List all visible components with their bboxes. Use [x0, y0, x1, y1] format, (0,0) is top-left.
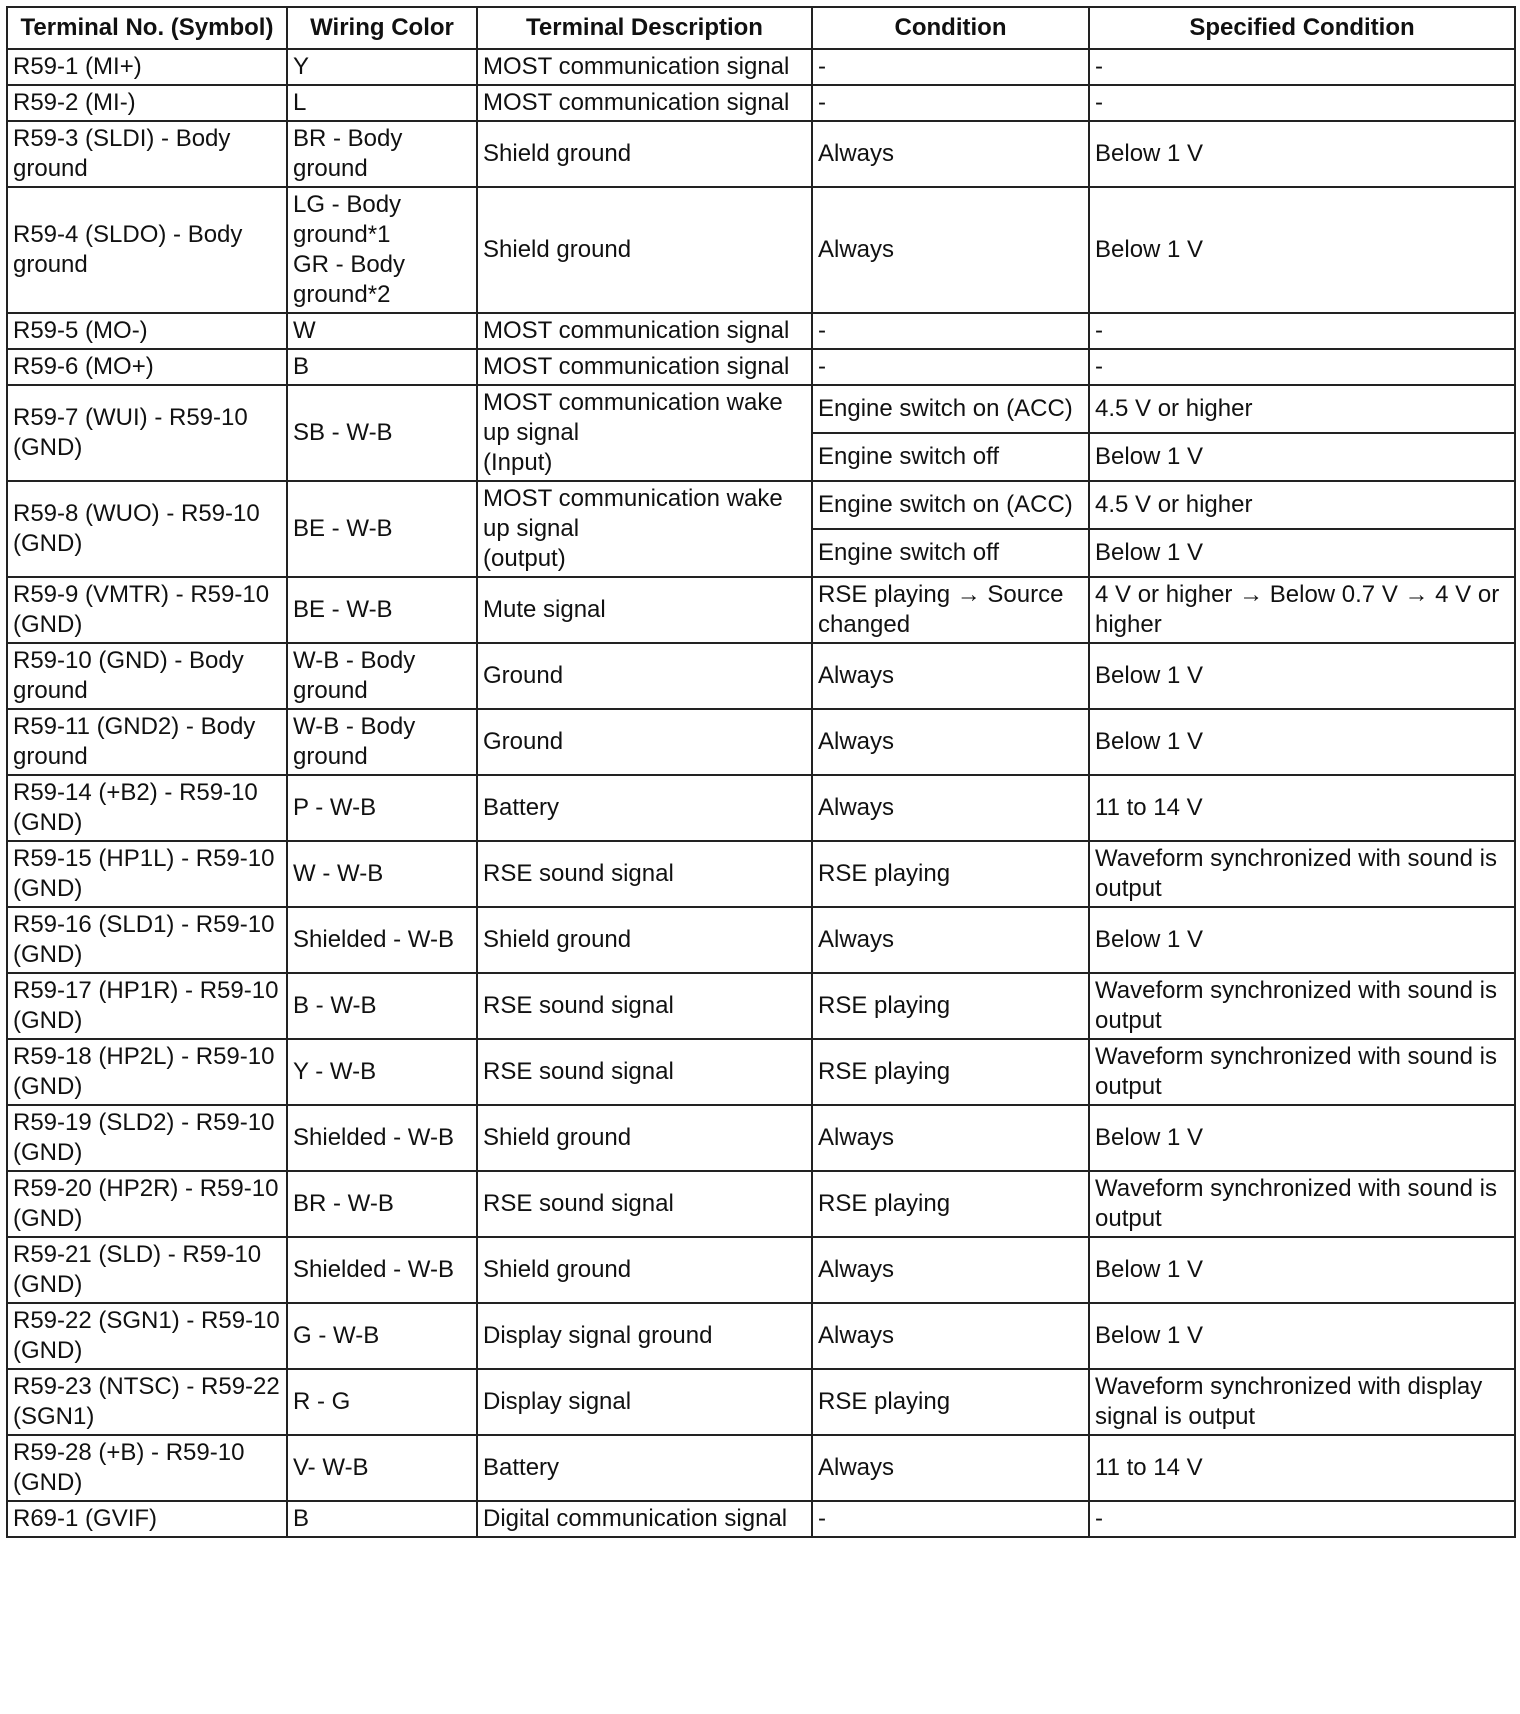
- wiring-color-cell: W - W-B: [287, 841, 477, 907]
- wiring-color-cell: B - W-B: [287, 973, 477, 1039]
- condition-cell: Always: [812, 643, 1089, 709]
- terminal-cell: R59-20 (HP2R) - R59-10 (GND): [7, 1171, 287, 1237]
- wiring-color-cell: W-B - Body ground: [287, 643, 477, 709]
- terminal-cell: R59-5 (MO-): [7, 313, 287, 349]
- terminal-cell: R59-9 (VMTR) - R59-10 (GND): [7, 577, 287, 643]
- specified-condition-cell: 11 to 14 V: [1089, 1435, 1515, 1501]
- terminal-cell: R59-28 (+B) - R59-10 (GND): [7, 1435, 287, 1501]
- condition-cell: Always: [812, 121, 1089, 187]
- wiring-color-cell: R - G: [287, 1369, 477, 1435]
- terminal-description-cell: MOST communication signal: [477, 349, 812, 385]
- specified-condition-cell: Below 1 V: [1089, 121, 1515, 187]
- terminal-cell: R59-23 (NTSC) - R59-22 (SGN1): [7, 1369, 287, 1435]
- condition-cell: Always: [812, 1105, 1089, 1171]
- wiring-color-cell: B: [287, 1501, 477, 1537]
- wiring-color-cell: Y - W-B: [287, 1039, 477, 1105]
- condition-cell: Always: [812, 775, 1089, 841]
- specified-condition-cell: Below 1 V: [1089, 709, 1515, 775]
- table-row: [7, 1237, 1515, 1303]
- table-row: [7, 49, 1515, 85]
- table-row: [7, 1039, 1515, 1105]
- header-specified-condition: Specified Condition: [1089, 7, 1515, 49]
- terminal-cell: R59-2 (MI-): [7, 85, 287, 121]
- terminal-table: [6, 6, 1516, 1538]
- terminal-cell: R59-10 (GND) - Body ground: [7, 643, 287, 709]
- table-row: [7, 1105, 1515, 1171]
- condition-cell: RSE playing: [812, 1039, 1089, 1105]
- specified-condition-cell: 11 to 14 V: [1089, 775, 1515, 841]
- table-row: [7, 973, 1515, 1039]
- terminal-description-cell: Ground: [477, 709, 812, 775]
- specified-condition-cell: Below 1 V: [1089, 1105, 1515, 1171]
- table-row: [7, 1369, 1515, 1435]
- wiring-color-cell: P - W-B: [287, 775, 477, 841]
- terminal-description-cell: Battery: [477, 775, 812, 841]
- terminal-cell: R59-3 (SLDI) - Body ground: [7, 121, 287, 187]
- header-condition: Condition: [812, 7, 1089, 49]
- table-row: [7, 1501, 1515, 1537]
- specified-condition-cell: 4.5 V or higher: [1089, 481, 1515, 529]
- table-row: [7, 85, 1515, 121]
- wiring-color-cell: Shielded - W-B: [287, 1105, 477, 1171]
- terminal-cell: R59-8 (WUO) - R59-10 (GND): [7, 481, 287, 577]
- wiring-color-cell: W-B - Body ground: [287, 709, 477, 775]
- terminal-cell: R59-14 (+B2) - R59-10 (GND): [7, 775, 287, 841]
- table-row: [7, 1303, 1515, 1369]
- specified-condition-cell: Below 1 V: [1089, 433, 1515, 481]
- terminal-cell: R59-4 (SLDO) - Body ground: [7, 187, 287, 313]
- specified-condition-cell: Waveform synchronized with sound is output: [1089, 973, 1515, 1039]
- specified-condition-cell: Waveform synchronized with display signal is output: [1089, 1369, 1515, 1435]
- table-row: [7, 775, 1515, 841]
- wiring-color-cell: LG - Body ground*1 GR - Body ground*2: [287, 187, 477, 313]
- condition-cell: Engine switch on (ACC): [812, 385, 1089, 433]
- table-row: [7, 907, 1515, 973]
- terminal-description-cell: Shield ground: [477, 121, 812, 187]
- wiring-color-cell: BE - W-B: [287, 481, 477, 577]
- condition-cell: RSE playing → Source changed: [812, 577, 1089, 643]
- terminal-cell: R59-17 (HP1R) - R59-10 (GND): [7, 973, 287, 1039]
- condition-cell: RSE playing: [812, 1171, 1089, 1237]
- wiring-color-cell: SB - W-B: [287, 385, 477, 481]
- table-body: [7, 49, 1515, 1537]
- terminal-description-cell: Shield ground: [477, 1237, 812, 1303]
- condition-cell: -: [812, 1501, 1089, 1537]
- table-row: [7, 349, 1515, 385]
- terminal-cell: R59-21 (SLD) - R59-10 (GND): [7, 1237, 287, 1303]
- terminal-table-container: [6, 6, 1514, 1538]
- terminal-cell: R59-11 (GND2) - Body ground: [7, 709, 287, 775]
- specified-condition-cell: Below 1 V: [1089, 643, 1515, 709]
- wiring-color-cell: BR - W-B: [287, 1171, 477, 1237]
- terminal-description-cell: Shield ground: [477, 187, 812, 313]
- table-row: [7, 643, 1515, 709]
- specified-condition-cell: -: [1089, 85, 1515, 121]
- wiring-color-cell: V- W-B: [287, 1435, 477, 1501]
- terminal-description-cell: MOST communication signal: [477, 49, 812, 85]
- wiring-color-cell: BR - Body ground: [287, 121, 477, 187]
- terminal-description-cell: MOST communication signal: [477, 85, 812, 121]
- specified-condition-cell: 4 V or higher → Below 0.7 V → 4 V or higher: [1089, 577, 1515, 643]
- specified-condition-cell: Below 1 V: [1089, 1303, 1515, 1369]
- terminal-description-cell: RSE sound signal: [477, 1039, 812, 1105]
- specified-condition-cell: Below 1 V: [1089, 187, 1515, 313]
- specified-condition-cell: Waveform synchronized with sound is output: [1089, 1171, 1515, 1237]
- terminal-cell: R59-15 (HP1L) - R59-10 (GND): [7, 841, 287, 907]
- condition-cell: Always: [812, 907, 1089, 973]
- terminal-cell: R59-1 (MI+): [7, 49, 287, 85]
- condition-cell: Engine switch off: [812, 529, 1089, 577]
- terminal-cell: R69-1 (GVIF): [7, 1501, 287, 1537]
- table-row: [7, 577, 1515, 643]
- table-row: [7, 709, 1515, 775]
- condition-cell: Engine switch off: [812, 433, 1089, 481]
- wiring-color-cell: Shielded - W-B: [287, 1237, 477, 1303]
- specified-condition-cell: -: [1089, 349, 1515, 385]
- table-header-row: [7, 7, 1515, 49]
- condition-cell: Always: [812, 1435, 1089, 1501]
- specified-condition-cell: Waveform synchronized with sound is output: [1089, 1039, 1515, 1105]
- header-wiring-color: Wiring Color: [287, 7, 477, 49]
- terminal-description-cell: MOST communication wake up signal (Input): [477, 385, 812, 481]
- table-row: [7, 385, 1515, 433]
- terminal-cell: R59-16 (SLD1) - R59-10 (GND): [7, 907, 287, 973]
- condition-cell: Always: [812, 1303, 1089, 1369]
- terminal-cell: R59-6 (MO+): [7, 349, 287, 385]
- condition-cell: -: [812, 349, 1089, 385]
- table-row: [7, 841, 1515, 907]
- terminal-description-cell: RSE sound signal: [477, 841, 812, 907]
- wiring-color-cell: BE - W-B: [287, 577, 477, 643]
- terminal-description-cell: RSE sound signal: [477, 973, 812, 1039]
- table-row: [7, 1171, 1515, 1237]
- specified-condition-cell: Waveform synchronized with sound is output: [1089, 841, 1515, 907]
- terminal-description-cell: Ground: [477, 643, 812, 709]
- terminal-cell: R59-22 (SGN1) - R59-10 (GND): [7, 1303, 287, 1369]
- condition-cell: Always: [812, 709, 1089, 775]
- table-row: [7, 187, 1515, 313]
- specified-condition-cell: -: [1089, 49, 1515, 85]
- terminal-description-cell: MOST communication wake up signal (output): [477, 481, 812, 577]
- terminal-cell: R59-19 (SLD2) - R59-10 (GND): [7, 1105, 287, 1171]
- terminal-description-cell: Digital communication signal: [477, 1501, 812, 1537]
- header-terminal: Terminal No. (Symbol): [7, 7, 287, 49]
- wiring-color-cell: G - W-B: [287, 1303, 477, 1369]
- wiring-color-cell: B: [287, 349, 477, 385]
- specified-condition-cell: -: [1089, 313, 1515, 349]
- specified-condition-cell: Below 1 V: [1089, 529, 1515, 577]
- terminal-cell: R59-7 (WUI) - R59-10 (GND): [7, 385, 287, 481]
- wiring-color-cell: Shielded - W-B: [287, 907, 477, 973]
- condition-cell: RSE playing: [812, 973, 1089, 1039]
- terminal-description-cell: Display signal ground: [477, 1303, 812, 1369]
- specified-condition-cell: 4.5 V or higher: [1089, 385, 1515, 433]
- condition-cell: -: [812, 85, 1089, 121]
- table-row: [7, 121, 1515, 187]
- wiring-color-cell: L: [287, 85, 477, 121]
- terminal-description-cell: RSE sound signal: [477, 1171, 812, 1237]
- terminal-description-cell: Shield ground: [477, 907, 812, 973]
- header-terminal-description: Terminal Description: [477, 7, 812, 49]
- wiring-color-cell: Y: [287, 49, 477, 85]
- condition-cell: RSE playing: [812, 841, 1089, 907]
- table-row: [7, 313, 1515, 349]
- specified-condition-cell: Below 1 V: [1089, 907, 1515, 973]
- terminal-description-cell: MOST communication signal: [477, 313, 812, 349]
- terminal-description-cell: Shield ground: [477, 1105, 812, 1171]
- condition-cell: RSE playing: [812, 1369, 1089, 1435]
- terminal-cell: R59-18 (HP2L) - R59-10 (GND): [7, 1039, 287, 1105]
- terminal-description-cell: Display signal: [477, 1369, 812, 1435]
- terminal-description-cell: Battery: [477, 1435, 812, 1501]
- table-row: [7, 1435, 1515, 1501]
- condition-cell: Always: [812, 187, 1089, 313]
- wiring-color-cell: W: [287, 313, 477, 349]
- condition-cell: Engine switch on (ACC): [812, 481, 1089, 529]
- specified-condition-cell: -: [1089, 1501, 1515, 1537]
- specified-condition-cell: Below 1 V: [1089, 1237, 1515, 1303]
- terminal-description-cell: Mute signal: [477, 577, 812, 643]
- condition-cell: -: [812, 49, 1089, 85]
- condition-cell: -: [812, 313, 1089, 349]
- table-row: [7, 481, 1515, 529]
- condition-cell: Always: [812, 1237, 1089, 1303]
